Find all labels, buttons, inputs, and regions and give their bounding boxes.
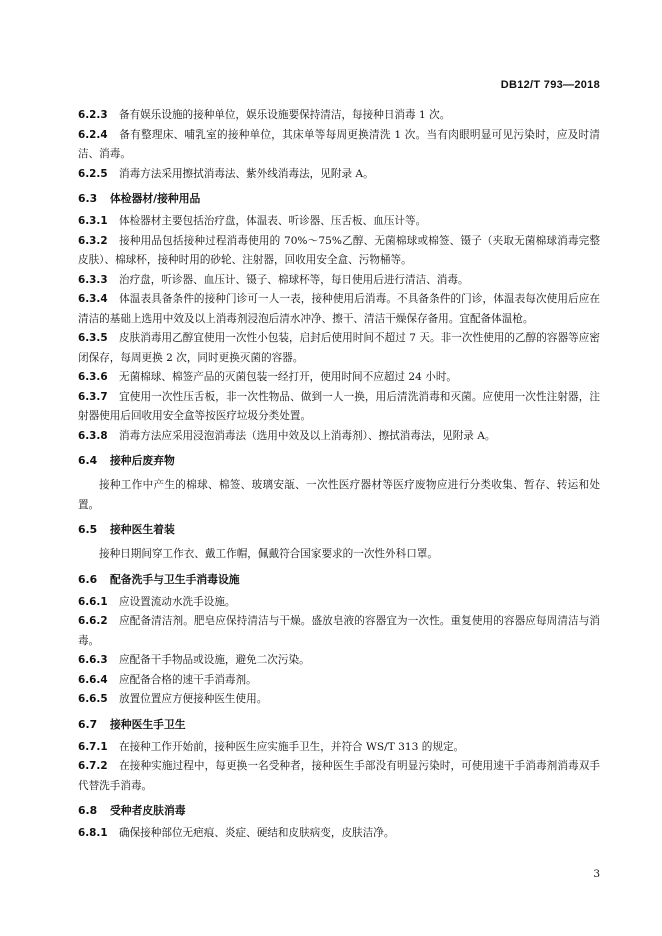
clause-paragraph <box>78 757 600 796</box>
section-heading <box>78 801 600 820</box>
clause-number: 6.3.6 <box>78 371 108 383</box>
clause-paragraph <box>78 612 600 651</box>
clause-text: 应配备干手物品或设施，避免二次污染。 <box>119 654 310 666</box>
standard-code: DB12/T 793—2018 <box>500 79 600 91</box>
clause-number: 6.3.7 <box>78 390 108 403</box>
clause-number: 6.3.2 <box>78 234 108 247</box>
clause-text: 治疗盘，听诊器、血压计、镊子、棉球杯等，每日使用后进行清洁、消毒。 <box>119 273 469 286</box>
clause-text: 消毒方法应采用浸泡消毒法（选用中效及以上消毒剂）、擦拭消毒法，见附录 A。 <box>119 429 496 442</box>
clause-paragraph <box>78 427 600 447</box>
clause-number: 6.6.3 <box>78 654 108 666</box>
clause-text: 应配备清洁剂。肥皂应保持清洁与干燥。盛放皂液的容器宜为一次性。重复使用的容器应每周清洁与消毒。 <box>78 615 600 647</box>
document-body <box>78 106 600 844</box>
clause-number: 6.7.2 <box>78 760 108 772</box>
clause-number: 6.3.3 <box>78 273 108 286</box>
clause-number: 6.2.4 <box>78 128 108 141</box>
section-number: 6.6 <box>78 572 98 586</box>
clause-number: 6.3.5 <box>78 332 108 344</box>
clause-text: 备有整理床、哺乳室的接种单位，其床单等每周更换清洗 1 次。当有肉眼明显可见污染时，应及时清洁、消毒。 <box>78 128 600 160</box>
clause-paragraph <box>78 824 600 844</box>
clause-text: 确保接种部位无疤痕、炎症、硬结和皮肤病变，皮肤洁净。 <box>119 827 395 839</box>
clause-number: 6.3.1 <box>78 215 108 227</box>
section-heading <box>78 570 600 589</box>
clause-paragraph <box>78 212 600 232</box>
clause-number: 6.6.1 <box>78 595 108 608</box>
clause-text: 宜使用一次性压舌板，非一次性物品、做到一人一换，用后清洗消毒和灭菌。应使用一次性注射器，注射器使用后回收用安全盒等按医疗垃圾分类处置。 <box>78 390 600 422</box>
clause-paragraph <box>78 232 600 271</box>
clause-number: 6.7.1 <box>78 740 108 753</box>
section-title: 接种后废弃物 <box>110 454 175 467</box>
clause-text: 体温表具备条件的接种门诊可一人一表，接种使用后消毒。不具备条件的门诊，体温表每次使用后应在清洁的基础上选用中效及以上消毒剂浸泡后清水冲净、擦干、清洁干燥保存备用。宜配备体温枪。 <box>78 293 600 325</box>
clause-paragraph <box>78 329 600 368</box>
body-paragraph: 接种日期间穿工作衣、戴工作帽，佩戴符合国家要求的一次性外科口罩。 <box>99 548 438 560</box>
section-title: 受种者皮肤消毒 <box>110 804 186 817</box>
section-number: 6.8 <box>78 804 98 817</box>
clause-text: 接种用品包括接种过程消毒使用的 70%～75%乙醇、无菌棉球或棉签、镊子（夹取无菌棉球消毒完整皮肤）、棉球杯，接种时用的砂轮、注射器，回收用安全盒、污物桶等。 <box>78 234 600 266</box>
page-number: 3 <box>593 868 600 880</box>
clause-text: 无菌棉球、棉签产品的灭菌包装一经打开，使用时间不应超过 24 小时。 <box>119 371 458 383</box>
section-title: 接种医生着装 <box>110 523 175 536</box>
clause-text: 应设置流动水洗手设施。 <box>119 595 236 608</box>
clause-paragraph <box>78 165 600 185</box>
section-number: 6.5 <box>78 523 98 536</box>
clause-text: 备有娱乐设施的接种单位，娱乐设施要保持清洁，每接种日消毒 1 次。 <box>119 109 451 121</box>
clause-number: 6.6.4 <box>78 673 108 686</box>
clause-text: 在接种实施过程中，每更换一名受种者，接种医生手部没有明显污染时，可使用速干手消毒剂消毒双手代替洗手消毒。 <box>78 760 600 792</box>
clause-paragraph <box>78 388 600 427</box>
section-spacer <box>78 539 600 543</box>
clause-text: 皮肤消毒用乙醇宜使用一次性小包装，启封后使用时间不超过 7 天。非一次性使用的乙醇的容器等应密闭保存，每周更换 2 次，同时更换灭菌的容器。 <box>78 332 600 364</box>
clause-paragraph <box>78 690 600 710</box>
body-paragraph: 接种工作中产生的棉球、棉签、玻璃安瓿、一次性医疗器材等医疗废物应进行分类收集、暂存、转运和处置。 <box>78 479 600 511</box>
clause-paragraph <box>78 671 600 691</box>
section-spacer <box>78 470 600 474</box>
clause-paragraph <box>78 106 600 126</box>
section-number: 6.7 <box>78 717 98 731</box>
clause-paragraph <box>78 593 600 613</box>
section-title: 配备洗手与卫生手消毒设施 <box>110 572 240 586</box>
section-heading <box>78 451 600 470</box>
clause-text: 放置位置应方便接种医生使用。 <box>119 693 268 705</box>
clause-number: 6.2.5 <box>78 167 108 180</box>
section-heading <box>78 189 600 208</box>
clause-paragraph <box>78 738 600 758</box>
clause-paragraph <box>78 271 600 291</box>
clause-paragraph <box>78 126 600 165</box>
clause-number: 6.6.5 <box>78 693 108 705</box>
clause-number: 6.2.3 <box>78 109 108 121</box>
clause-number: 6.6.2 <box>78 615 108 627</box>
section-number: 6.4 <box>78 454 98 467</box>
clause-number: 6.8.1 <box>78 827 108 839</box>
clause-paragraph <box>78 651 600 671</box>
clause-text: 应配备合格的速干手消毒剂。 <box>119 673 257 686</box>
section-number: 6.3 <box>78 192 98 205</box>
clause-number: 6.3.4 <box>78 293 108 305</box>
clause-paragraph <box>78 368 600 388</box>
clause-text: 消毒方法采用擦拭消毒法、紫外线消毒法，见附录 A。 <box>119 167 374 180</box>
clause-text: 在接种工作开始前，接种医生应实施手卫生，并符合 WS/T 313 的规定。 <box>119 740 465 753</box>
section-title: 接种医生手卫生 <box>110 717 186 731</box>
clause-number: 6.3.8 <box>78 429 108 442</box>
clause-paragraph <box>78 290 600 329</box>
section-title: 体检器材/接种用品 <box>110 192 201 205</box>
section-heading <box>78 715 600 734</box>
clause-text: 体检器材主要包括治疗盘，体温表、听诊器、压舌板、血压计等。 <box>119 215 427 227</box>
section-heading <box>78 520 600 539</box>
